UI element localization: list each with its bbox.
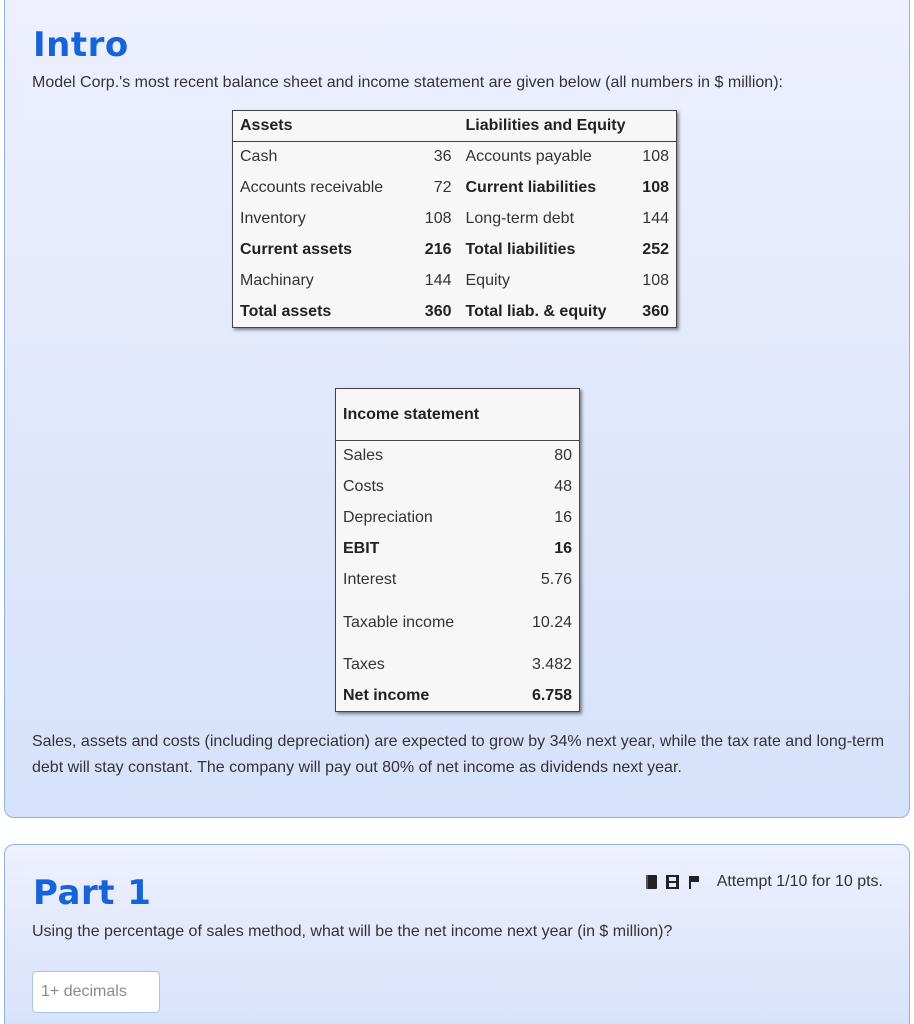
liability-label: Equity [465,272,510,289]
asset-value: 360 [424,302,452,320]
table-row [336,503,580,534]
asset-label: Accounts receivable [240,179,384,196]
income-value: 5.76 [540,571,572,588]
asset-label: Cash [240,148,278,166]
income-label: Taxes [343,656,385,673]
income-statement-header: Income statement [343,405,480,423]
balance-sheet-header-row [233,111,677,142]
asset-label: Machinary [240,272,314,289]
table-row [336,650,580,681]
asset-value: 216 [424,241,452,258]
liability-label: Accounts payable [465,148,592,166]
flag-icon[interactable] [688,875,700,889]
assumptions-text: Sales, assets and costs (including depreciation) are expected to grow by 34% next year, while the tax rate and long-term debt will stay constant. The company will pay out 80% of net income as dividends next year. [32,733,885,776]
table-row [336,472,580,503]
table-row [336,441,580,472]
income-statement-header-row [336,389,580,441]
asset-label: Inventory [240,210,306,227]
part1-card [4,844,910,1024]
table-row [233,173,677,204]
balance-sheet-table [232,110,677,328]
table-row [336,565,580,596]
table-row [233,142,677,173]
intro-title: Intro [33,25,129,65]
table-row [336,534,580,565]
income-label: Depreciation [343,509,433,526]
table-row [336,681,580,712]
income-value: 48 [554,478,572,495]
income-value: 6.758 [531,686,572,704]
liability-value: 108 [642,179,669,196]
income-value: 16 [554,540,572,557]
liability-label: Long-term debt [465,210,575,227]
question-text: Using the percentage of sales method, what will be the net income next year (in $ million)? [32,923,673,940]
part1-title: Part 1 [33,873,152,913]
liability-label: Current liabilities [465,179,597,196]
income-label: EBIT [343,540,380,557]
income-label: Taxable income [343,613,455,631]
answer-input[interactable] [32,971,160,1013]
liability-label: Total liab. & equity [465,302,607,320]
income-value: 16 [554,509,572,526]
income-value: 3.482 [531,656,572,673]
liabilities-equity-header: Liabilities and Equity [465,117,626,134]
part-toolbar [646,873,883,891]
asset-value: 108 [424,210,452,227]
attempt-counter: Attempt 1/10 for 10 pts. [716,873,883,890]
asset-value: 72 [433,179,452,196]
intro-card [4,0,910,818]
income-label: Interest [343,571,397,588]
liability-value: 144 [642,210,669,227]
table-row [336,596,580,650]
film-icon[interactable] [666,875,679,889]
liability-value: 108 [642,272,669,289]
asset-value: 144 [424,272,452,289]
asset-label: Total assets [240,302,332,320]
table-row [233,266,677,297]
liability-value: 252 [642,241,669,258]
assets-header: Assets [240,117,293,134]
income-value: 10.24 [531,613,572,631]
income-label: Costs [343,478,384,495]
asset-value: 36 [433,148,452,166]
liability-value: 108 [642,148,669,166]
liability-value: 360 [642,302,669,320]
book-icon[interactable] [646,875,657,889]
intro-description: Model Corp.'s most recent balance sheet and income statement are given below (all numbers in $ million): [32,74,783,91]
liability-label: Total liabilities [465,241,576,258]
income-label: Sales [343,447,384,465]
income-statement-table [335,388,580,712]
table-row [233,297,677,328]
income-value: 80 [554,447,572,465]
table-row [233,235,677,266]
asset-label: Current assets [240,241,353,258]
table-row [233,204,677,235]
income-label: Net income [343,686,430,704]
